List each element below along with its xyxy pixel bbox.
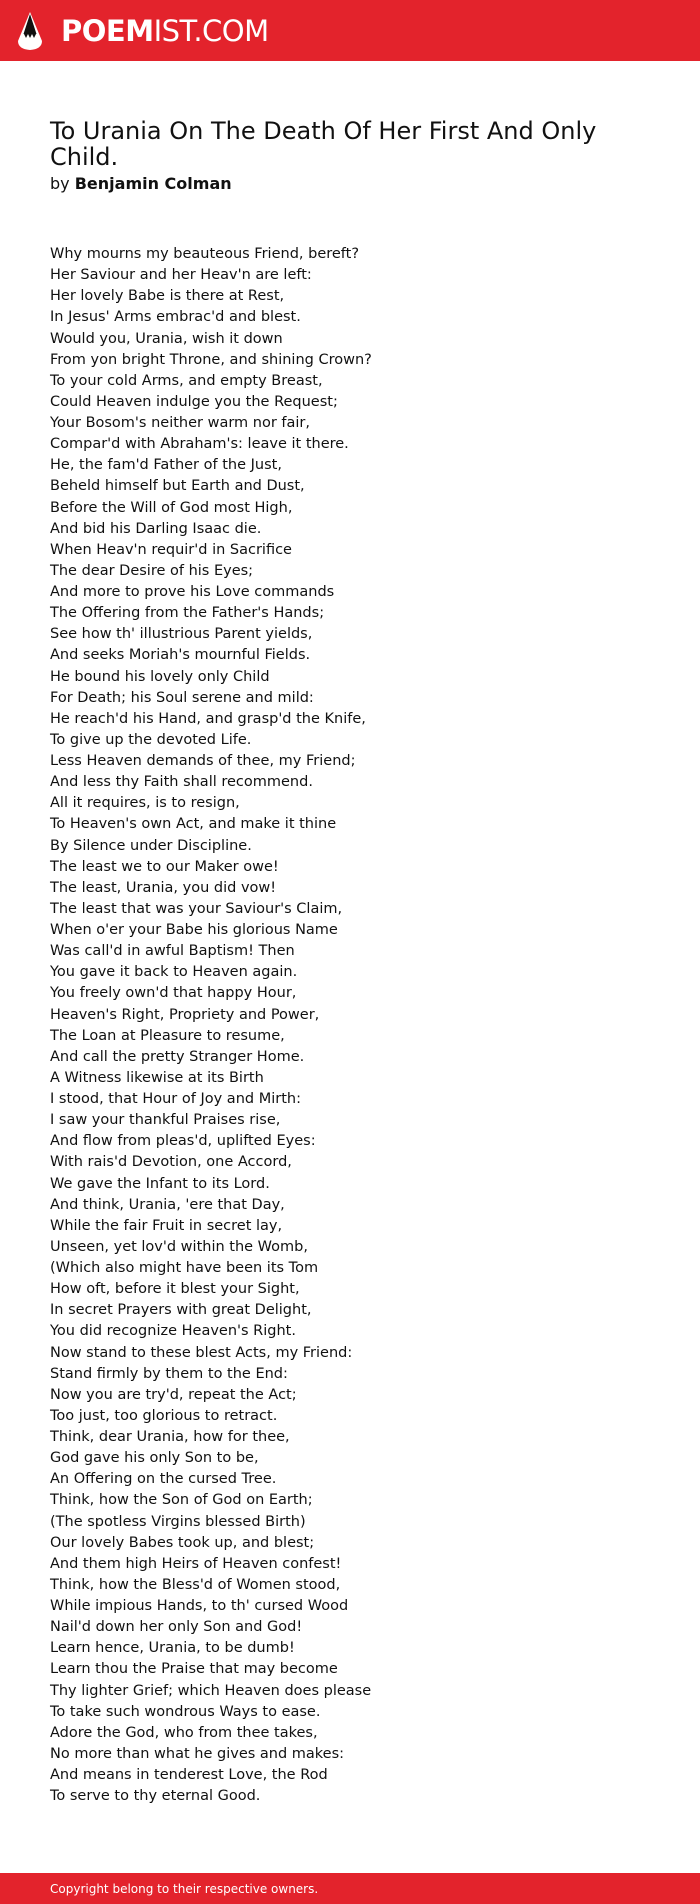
poem-line: The least, Urania, you did vow!	[50, 879, 277, 896]
poem-line: (The spotless Virgins blessed Birth)	[50, 1513, 306, 1530]
poem-line: Could Heaven indulge you the Request;	[50, 393, 338, 410]
author-name[interactable]: Benjamin Colman	[74, 174, 232, 193]
poem-line: He, the fam'd Father of the Just,	[50, 457, 282, 474]
poem-line: Unseen, yet lov'd within the Womb,	[50, 1238, 308, 1255]
copyright-text: Copyright belong to their respective owners.	[50, 1882, 319, 1896]
poem-line: Too just, too glorious to retract.	[50, 1407, 278, 1424]
poem-line: Think, how the Bless'd of Women stood,	[50, 1576, 341, 1593]
poem-line: When Heav'n requir'd in Sacrifice	[50, 541, 292, 558]
poem-line: Now stand to these blest Acts, my Friend:	[50, 1344, 353, 1361]
poem-line: To take such wondrous Ways to ease.	[50, 1703, 321, 1720]
poem-line: Learn thou the Praise that may become	[50, 1661, 338, 1678]
poem-line: I saw your thankful Praises rise,	[50, 1112, 281, 1129]
poem-line: While the fair Fruit in secret lay,	[50, 1217, 283, 1234]
pen-nib-icon	[17, 11, 43, 51]
poem-line: Compar'd with Abraham's: leave it there.	[50, 436, 349, 453]
byline-label: by	[50, 174, 70, 193]
poem-line: Our lovely Babes took up, and blest;	[50, 1534, 315, 1551]
poem-line: You gave it back to Heaven again.	[50, 964, 298, 981]
poem-line: For Death; his Soul serene and mild:	[50, 689, 314, 706]
poem-line: When o'er your Babe his glorious Name	[50, 922, 338, 938]
poem-line: To serve to thy eternal Good.	[50, 1788, 261, 1805]
poem-line: Would you, Urania, wish it down	[50, 330, 283, 347]
poem-body	[50, 244, 650, 1807]
poem-line: In Jesus' Arms embrac'd and blest.	[50, 309, 301, 326]
poem-line: From yon bright Throne, and shining Crown?	[50, 351, 372, 368]
poem-line: Your Bosom's neither warm nor fair,	[50, 415, 310, 431]
poem-line: And bid his Darling Isaac die.	[50, 520, 262, 537]
poem-line: With rais'd Devotion, one Accord,	[50, 1154, 292, 1171]
poem-line: Her Saviour and her Heav'n are left:	[50, 267, 312, 284]
byline	[50, 173, 232, 195]
poem-line: Heaven's Right, Propriety and Power,	[50, 1006, 320, 1023]
poem-line: You freely own'd that happy Hour,	[50, 985, 297, 1002]
poem-line: The dear Desire of his Eyes;	[50, 562, 254, 579]
poem-line: To Heaven's own Act, and make it thine	[50, 816, 337, 833]
poem-line: The least we to our Maker owe!	[50, 858, 279, 875]
poem-line: Think, how the Son of God on Earth;	[50, 1492, 313, 1509]
poem-line: Now you are try'd, repeat the Act;	[50, 1386, 297, 1403]
poem-line: And them high Heirs of Heaven confest!	[50, 1555, 342, 1572]
poem-line: Think, dear Urania, how for thee,	[50, 1429, 290, 1445]
poem-title: To Urania On The Death Of Her First And Only Child.	[50, 117, 597, 171]
poem-line: How oft, before it blest your Sight,	[50, 1281, 300, 1298]
poem-line: A Witness likewise at its Birth	[50, 1069, 264, 1086]
poem-line: And means in tenderest Love, the Rod	[50, 1767, 328, 1783]
poem-line: And more to prove his Love commands	[50, 584, 335, 600]
logo-text-bold: POEM	[61, 14, 154, 48]
site-logo[interactable]	[17, 11, 269, 51]
poem-line: God gave his only Son to be,	[50, 1450, 259, 1467]
poem-line: In secret Prayers with great Delight,	[50, 1302, 312, 1319]
poem-line: He reach'd his Hand, and grasp'd the Knife,	[50, 710, 366, 727]
poem-line: The Offering from the Father's Hands;	[50, 605, 325, 622]
poem-line: Stand firmly by them to the End:	[50, 1365, 288, 1382]
poem-line: You did recognize Heaven's Right.	[50, 1323, 296, 1340]
poem-line: (Which also might have been its Tom	[50, 1260, 319, 1276]
poem-line: Her lovely Babe is there at Rest,	[50, 288, 285, 305]
poem-line: And think, Urania, 'ere that Day,	[50, 1196, 285, 1213]
poem-line: The least that was your Saviour's Claim,	[50, 900, 343, 917]
poem-line: Less Heaven demands of thee, my Friend;	[50, 753, 356, 769]
poem-line: He bound his lovely only Child	[50, 668, 270, 685]
poem-line: And less thy Faith shall recommend.	[50, 774, 313, 791]
poem-line: Nail'd down her only Son and God!	[50, 1619, 303, 1636]
site-logo-text	[61, 11, 269, 51]
poem-line: Adore the God, who from thee takes,	[50, 1724, 318, 1741]
poem-line: Thy lighter Grief; which Heaven does please	[50, 1682, 372, 1699]
poem-line: And seeks Moriah's mournful Fields.	[50, 647, 311, 664]
poem-line: Beheld himself but Earth and Dust,	[50, 478, 305, 495]
logo-text-light: IST.COM	[153, 14, 269, 48]
poem-line: No more than what he gives and makes:	[50, 1745, 345, 1762]
poem-line: To give up the devoted Life.	[50, 731, 252, 748]
poem-line: An Offering on the cursed Tree.	[50, 1471, 277, 1488]
poem-line: And call the pretty Stranger Home.	[50, 1048, 305, 1065]
poem-line: And flow from pleas'd, uplifted Eyes:	[50, 1133, 316, 1150]
poem-line: By Silence under Discipline.	[50, 837, 252, 854]
poem-line: Was call'd in awful Baptism! Then	[50, 943, 295, 960]
site-header	[0, 0, 700, 61]
poem-line: To your cold Arms, and empty Breast,	[50, 372, 323, 389]
poem-line: Why mourns my beauteous Friend, bereft?	[50, 246, 360, 262]
poem-line: While impious Hands, to th' cursed Wood	[50, 1598, 349, 1614]
poem-line: Before the Will of God most High,	[50, 499, 293, 516]
poem-line: See how th' illustrious Parent yields,	[50, 626, 313, 643]
poem-line: We gave the Infant to its Lord.	[50, 1175, 270, 1192]
poem-line: All it requires, is to resign,	[50, 795, 240, 812]
poem-line: The Loan at Pleasure to resume,	[50, 1027, 285, 1044]
poem-line: I stood, that Hour of Joy and Mirth:	[50, 1091, 301, 1107]
site-footer	[0, 1873, 700, 1904]
poem-line: Learn hence, Urania, to be dumb!	[50, 1640, 295, 1657]
